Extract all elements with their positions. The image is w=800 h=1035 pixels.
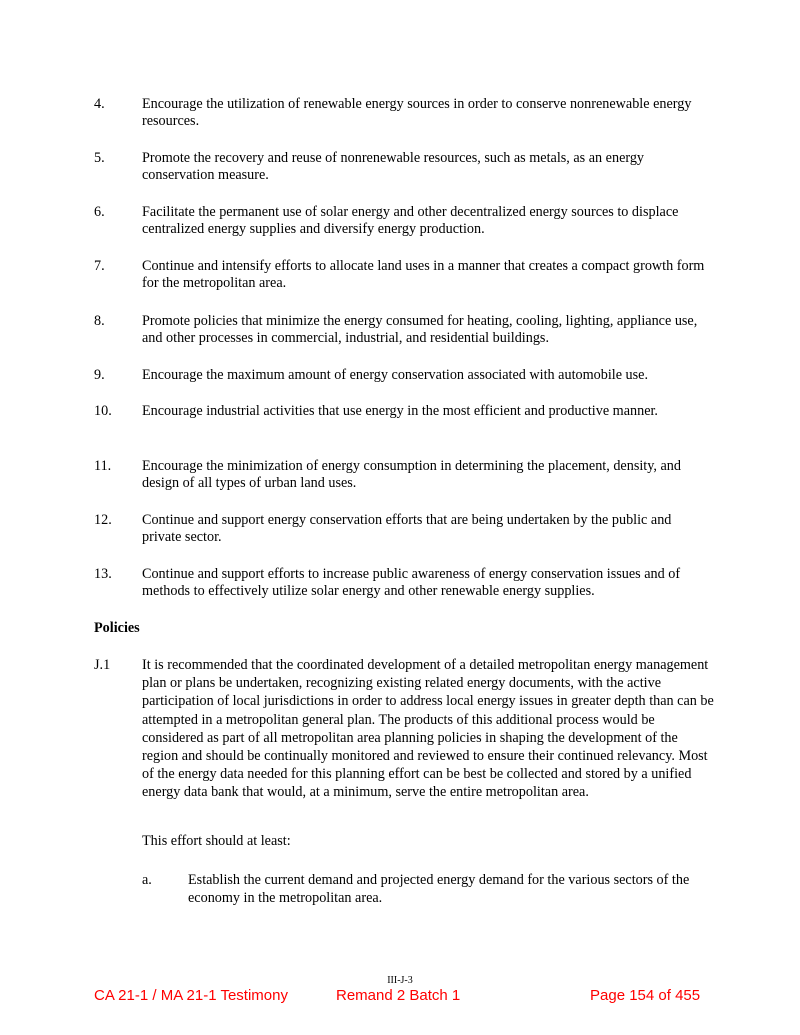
goal-number: 5. [94, 150, 105, 166]
footer-case-label: CA 21-1 / MA 21-1 Testimony [94, 987, 288, 1004]
goal-text: Continue and intensify efforts to allocate land uses in a manner that creates a compact growth form for the metropolitan area. [142, 258, 705, 291]
goal-text: Encourage the maximum amount of energy conservation associated with automobile use. [142, 367, 649, 383]
footer-page-count: Page 154 of 455 [590, 987, 701, 1004]
policy-number: J.1 [94, 657, 111, 673]
goal-number: 9. [94, 367, 105, 383]
subitem-text: Establish the current demand and projected energy demand for the various sectors of the economy in the metropolitan area. [188, 872, 690, 906]
goal-number: 11. [94, 458, 112, 474]
goal-text: Promote the recovery and reuse of nonrenewable resources, such as metals, as an energy conservation measure. [142, 150, 645, 183]
goal-text: Encourage the utilization of renewable energy sources in order to conserve nonrenewable energy resources. [142, 96, 692, 129]
goal-text: Facilitate the permanent use of solar energy and other decentralized energy sources to displace centralized energy supplies and diversify energy production. [142, 204, 679, 237]
policy-text: It is recommended that the coordinated development of a detailed metropolitan energy management plan or plans be undertaken, recognizing existing related energy documents, with the active participation of local jurisdictions in order to address local energy issues in greater depth than can be attempted in a metropolitan general plan. The products of this additional process would be considered as part of all metropolitan area planning policies in shaping the development of the region and should be continually monitored and reviewed to ensure their continued relevancy. Most of the energy data needed for this planning effort can be best be collected and stored by a unified energy data bank that would, at a minimum, serve the entire metropolitan area. [142, 657, 714, 801]
effort-intro: This effort should at least: [142, 833, 291, 849]
goal-text: Continue and support efforts to increase public awareness of energy conservation issues and of methods to effectively utilize solar energy and other renewable energy supplies. [142, 566, 681, 599]
subitem-letter: a. [142, 872, 152, 888]
goal-number: 6. [94, 204, 105, 220]
goal-number: 8. [94, 313, 105, 329]
goal-text: Encourage the minimization of energy consumption in determining the placement, density, and design of all types of urban land uses. [142, 458, 681, 491]
goal-text: Encourage industrial activities that use energy in the most efficient and productive manner. [142, 403, 658, 419]
goal-text: Promote policies that minimize the energy consumed for heating, cooling, lighting, appliance use, and other processes in commercial, industrial, and residential buildings. [142, 313, 698, 346]
goal-number: 4. [94, 96, 105, 112]
page-number: III-J-3 [387, 975, 413, 986]
goal-number: 12. [94, 512, 112, 528]
goal-text: Continue and support energy conservation efforts that are being undertaken by the public and private sector. [142, 512, 672, 545]
footer-batch-label: Remand 2 Batch 1 [336, 987, 461, 1004]
goal-number: 7. [94, 258, 105, 274]
goal-number: 10. [94, 403, 112, 419]
policies-heading: Policies [94, 620, 140, 636]
goal-number: 13. [94, 566, 112, 582]
